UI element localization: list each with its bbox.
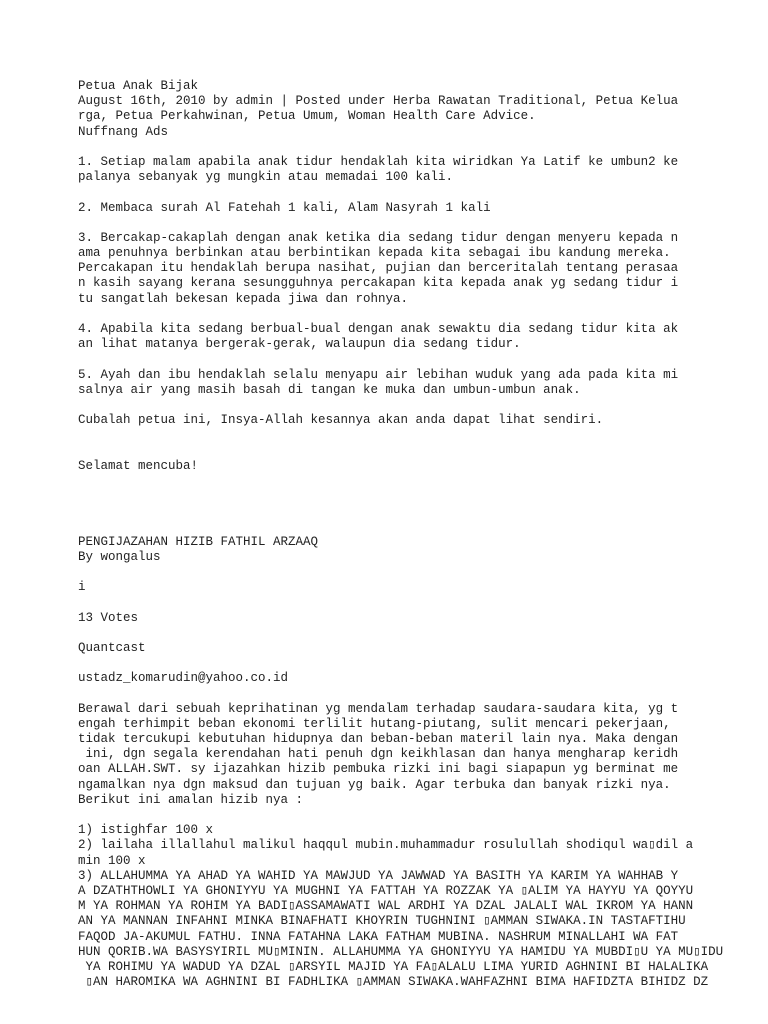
step-line: HUN QORIB.WA BASYSYIRIL MU▯MININ. ALLAHUMMA YA GHONIYYU YA HAMIDU YA MUBDI▯U YA MU▯IDU <box>78 944 724 959</box>
ads-label: Nuffnang Ads <box>78 124 169 139</box>
post-title: Petua Anak Bijak <box>78 79 199 93</box>
step-line: 1) istighfar 100 x <box>78 823 214 838</box>
step-line: AN YA MANNAN INFAHNI MINKA BINAFHATI KHOYRIN TUGHNINI ▯AMMAN SIWAKA.IN TASTAFTIHU <box>78 914 686 929</box>
tip-line: 3. Bercakap-cakaplah dengan anak ketika dia sedang tidur dengan menyeru kepada n <box>78 230 679 245</box>
step-line: 2) lailaha illallahul malikul haqqul mubin.muhammadur rosulullah shodiqul wa▯dil a <box>78 838 694 853</box>
step-line: min 100 x <box>78 853 146 868</box>
intro-line: Berawal dari sebuah keprihatinan yg mendalam terhadap saudara-saudara kita, yg t <box>78 701 679 716</box>
tip-line: 4. Apabila kita sedang berbual-bual dengan anak sewaktu dia sedang tidur kita ak <box>78 322 679 336</box>
contact-email: ustadz_komarudin@yahoo.co.id <box>78 671 289 686</box>
intro-line: tidak tercukupi kebutuhan hidupnya dan beban-beban materil lain nya. Maka dengan <box>78 732 679 747</box>
post-byline: By wongalus <box>78 549 161 564</box>
intro-line: oan ALLAH.SWT. sy ijazahkan hizib pembuka rizki ini bagi siapapun yg berminat me <box>78 762 679 777</box>
post-petua-anak-bijak <box>78 79 738 474</box>
tip-2 <box>78 201 738 216</box>
tip-line: 2. Membaca surah Al Fatehah 1 kali, Alam Nasyrah 1 kali <box>78 200 491 215</box>
tip-5 <box>78 368 738 398</box>
intro-line: ngamalkan nya dgn maksud dan tujuan yg baik. Agar terbuka dan banyak rizki nya. <box>78 777 671 792</box>
step-line: M YA ROHMAN YA ROHIM YA BADI▯ASSAMAWATI WAL ARDHI YA DZAL JALALI WAL IKROM YA HANN <box>78 899 694 914</box>
closing-text: Cubalah petua ini, Insya-Allah kesannya akan anda dapat lihat sendiri. <box>78 413 604 428</box>
intro-line: engah terhimpit beban ekonomi terlilit hutang-piutang, sulit mencari pekerjaan, <box>78 716 671 731</box>
tip-line: salnya air yang masih basah di tangan ke muka dan umbun-umbun anak. <box>78 382 581 397</box>
tip-4 <box>78 322 738 352</box>
tip-line: tu sangatlah bekesan kepada jiwa dan rohnya. <box>78 291 409 306</box>
step-line: FAQOD JA-AKUMUL FATHU. INNA FATAHNA LAKA FATHAM MUBINA. NASHRUM MINALLAHI WA FAT <box>78 929 679 944</box>
step-line: 3) ALLAHUMMA YA AHAD YA WAHID YA MAWJUD YA JAWWAD YA BASITH YA KARIM YA WAHHAB Y <box>78 868 679 883</box>
tip-line: palanya sebanyak yg mungkin atau memadai 100 kali. <box>78 170 454 185</box>
ad-label: Quantcast <box>78 640 146 655</box>
step-line: ▯AN HAROMIKA WA AGHNINI BI FADHLIKA ▯AMMAN SIWAKA.WAHFAZHNI BIMA HAFIDZTA BIHIDZ DZ <box>78 975 709 990</box>
tip-line: ama penuhnya berbinkan atau berbintikan kepada kita sebagai ibu kandung mereka. <box>78 246 671 261</box>
step-line: A DZATHTHOWLI YA GHONIYYU YA MUGHNI YA FATTAH YA ROZZAK YA ▯ALIM YA HAYYU YA QOYYU <box>78 883 694 898</box>
tip-1 <box>78 155 738 185</box>
tip-line: 5. Ayah dan ibu hendaklah selalu menyapu air lebihan wuduk yang ada pada kita mi <box>78 367 679 382</box>
vote-count: 13 Votes <box>78 610 139 625</box>
post-title: PENGIJAZAHAN HIZIB FATHIL ARZAAQ <box>78 534 319 549</box>
tip-3 <box>78 231 738 307</box>
post-hizib-fathil-arzaaq <box>78 535 738 991</box>
intro-line: Berikut ini amalan hizib nya : <box>78 792 304 807</box>
tip-line: an lihat matanya bergerak-gerak, walaupun dia sedang tidur. <box>78 337 521 352</box>
tip-line: n kasih sayang kerana sesungguhnya percakapan kita kepada anak yg sedang tidur i <box>78 276 679 291</box>
post-meta-line: August 16th, 2010 by admin | Posted under Herba Rawatan Traditional, Petua Kelua <box>78 94 679 109</box>
step-line: YA ROHIMU YA WADUD YA DZAL ▯ARSYIL MAJID YA FA▯ALALU LIMA YURID AGHNINI BI HALALIKA <box>78 959 709 974</box>
tip-line: Percakapan itu hendaklah berupa nasihat, pujian dan berceritalah tentang perasaa <box>78 261 679 276</box>
rating-icon: i <box>78 580 86 595</box>
post-meta-line: rga, Petua Perkahwinan, Petua Umum, Woman Health Care Advice. <box>78 109 536 124</box>
steps-list <box>78 823 738 990</box>
intro-paragraph <box>78 702 738 808</box>
farewell-text: Selamat mencuba! <box>78 458 199 473</box>
intro-line: ini, dgn segala kerendahan hati penuh dgn keikhlasan dan hanya mengharap keridh <box>78 747 679 762</box>
tip-line: 1. Setiap malam apabila anak tidur hendaklah kita wiridkan Ya Latif ke umbun2 ke <box>78 154 679 169</box>
